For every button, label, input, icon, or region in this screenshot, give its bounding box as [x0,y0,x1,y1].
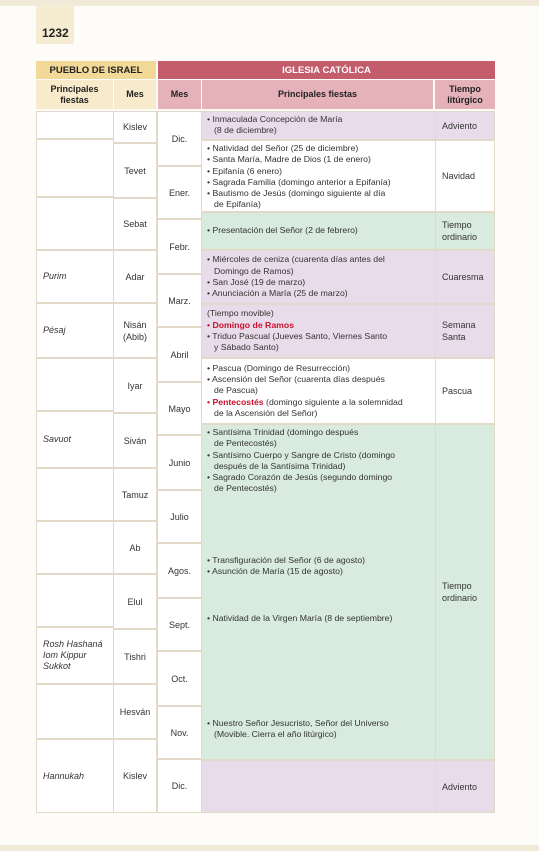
israel-month-tamuz: Tamuz [113,468,157,521]
israel-feast-cell [36,358,114,411]
liturgical-ordinario-1: Tiempo ordinario [435,212,495,250]
israel-month-tevet: Tevet [113,143,157,198]
israel-feast-cell [36,468,114,521]
bottom-band [0,845,539,851]
feasts-semana-santa: (Tiempo movible) • Domingo de Ramos • Triduo Pascual (Jueves Santo, Viernes Santo y Sábado Santo) [201,304,436,358]
feasts-navidad: • Natividad del Señor (25 de diciembre) • Santa María, Madre de Dios (1 de enero) • Epifanía (6 enero) • Sagrada Familia (domingo anterior a Epifanía) • Bautismo de Jesús (domingo siguiente al día de Epifanía) [201,140,436,212]
church-month-dic-2: Dic. [157,759,202,813]
page-number: 1232 [42,26,69,40]
israel-month-iyar: Iyar [113,358,157,413]
domingo-de-ramos: • Domingo de Ramos [207,319,295,330]
israel-feast-cell [36,139,114,197]
pentecostes: • Pentecostés [207,396,264,407]
israel-feast-purim: Purim [36,250,114,303]
israel-feast-pesaj: Pésaj [36,303,114,358]
liturgical-time-header: Tiempo litúrgico [435,80,495,109]
church-month-sept: Sept. [157,598,202,651]
israel-month-kislev-2: Kislev [113,739,157,813]
church-month-marz: Marz. [157,274,202,327]
church-month-header: Mes [158,80,201,109]
liturgical-ordinario-2: Tiempo ordinario [435,424,495,760]
israel-month-tishri: Tishri [113,629,157,684]
top-band [0,0,539,6]
israel-month-kislev: Kislev [113,111,157,143]
liturgical-semana-santa: Semana Santa [435,304,495,358]
israel-header: PUEBLO DE ISRAEL [36,61,156,79]
israel-feast-savuot: Savuot [36,411,114,468]
church-header: IGLESIA CATÓLICA [158,61,495,79]
church-month-oct: Oct. [157,651,202,706]
israel-month-sebat: Sebat [113,198,157,250]
israel-feast-cell [36,197,114,250]
israel-feast-hannukah: Hannukah [36,739,114,813]
israel-month-elul: Elul [113,574,157,629]
feasts-tiempo-ordinario: • Santísima Trinidad (domingo después de Pentecostés) • Santísimo Cuerpo y Sangre de Cristo (domingo después de la Santísima Trinidad) • Sagrado Corazón de Jesús (segundo domingo de Pentecostés) • Transfiguración del Señor (6 de agosto) • Asunción de María (15 de agosto) • Natividad de la Virgen María (8 de septiembre) • Nuestro Señor Jesucristo, Señor del Universo (Movible. Cierra el año litúrgico) [201,424,436,760]
israel-month-ab: Ab [113,521,157,574]
israel-month-sivan: Siván [113,413,157,468]
israel-month-nisan: Nisán (Abib) [113,303,157,358]
liturgical-pascua: Pascua [435,358,495,424]
liturgical-navidad: Navidad [435,140,495,212]
israel-month-adar: Adar [113,250,157,303]
liturgical-adviento: Adviento [435,111,495,140]
feasts-pascua: • Pascua (Domingo de Resurrección) • Ascensión del Señor (cuarenta días después de Pascua) • Pentecostés (domingo siguiente a la solemnidad de la Ascensión del Señor) [201,358,436,424]
israel-feast-cell [36,521,114,574]
church-month-febr: Febr. [157,219,202,274]
liturgical-adviento-2: Adviento [435,760,495,813]
feasts-adviento-2 [201,760,436,813]
israel-feast-cell [36,111,114,139]
church-month-dic: Dic. [157,111,202,166]
church-month-junio: Junio [157,435,202,490]
feasts-adviento: • Inmaculada Concepción de María (8 de diciembre) [201,111,436,140]
israel-feasts-header: Principales fiestas [36,80,113,109]
feasts-ordinario-1: • Presentación del Señor (2 de febrero) [201,212,436,250]
liturgical-cuaresma: Cuaresma [435,250,495,304]
church-month-agos: Agos. [157,543,202,598]
israel-month-hesvan: Hesván [113,684,157,739]
israel-feast-cell [36,684,114,739]
israel-feast-cell [36,574,114,627]
israel-month-header: Mes [114,80,156,109]
church-month-julio: Julio [157,490,202,543]
church-month-ener: Ener. [157,166,202,219]
israel-feast-rosh-hashana: Rosh Hashaná Iom Kippur Sukkot [36,627,114,684]
church-month-mayo: Mayo [157,382,202,435]
church-feasts-header: Principales fiestas [202,80,433,109]
church-month-abril: Abril [157,327,202,382]
church-month-nov: Nov. [157,706,202,759]
feasts-cuaresma: • Miércoles de ceniza (cuarenta días antes del Domingo de Ramos) • San José (19 de marzo) • Anunciación a María (25 de marzo) [201,250,436,304]
